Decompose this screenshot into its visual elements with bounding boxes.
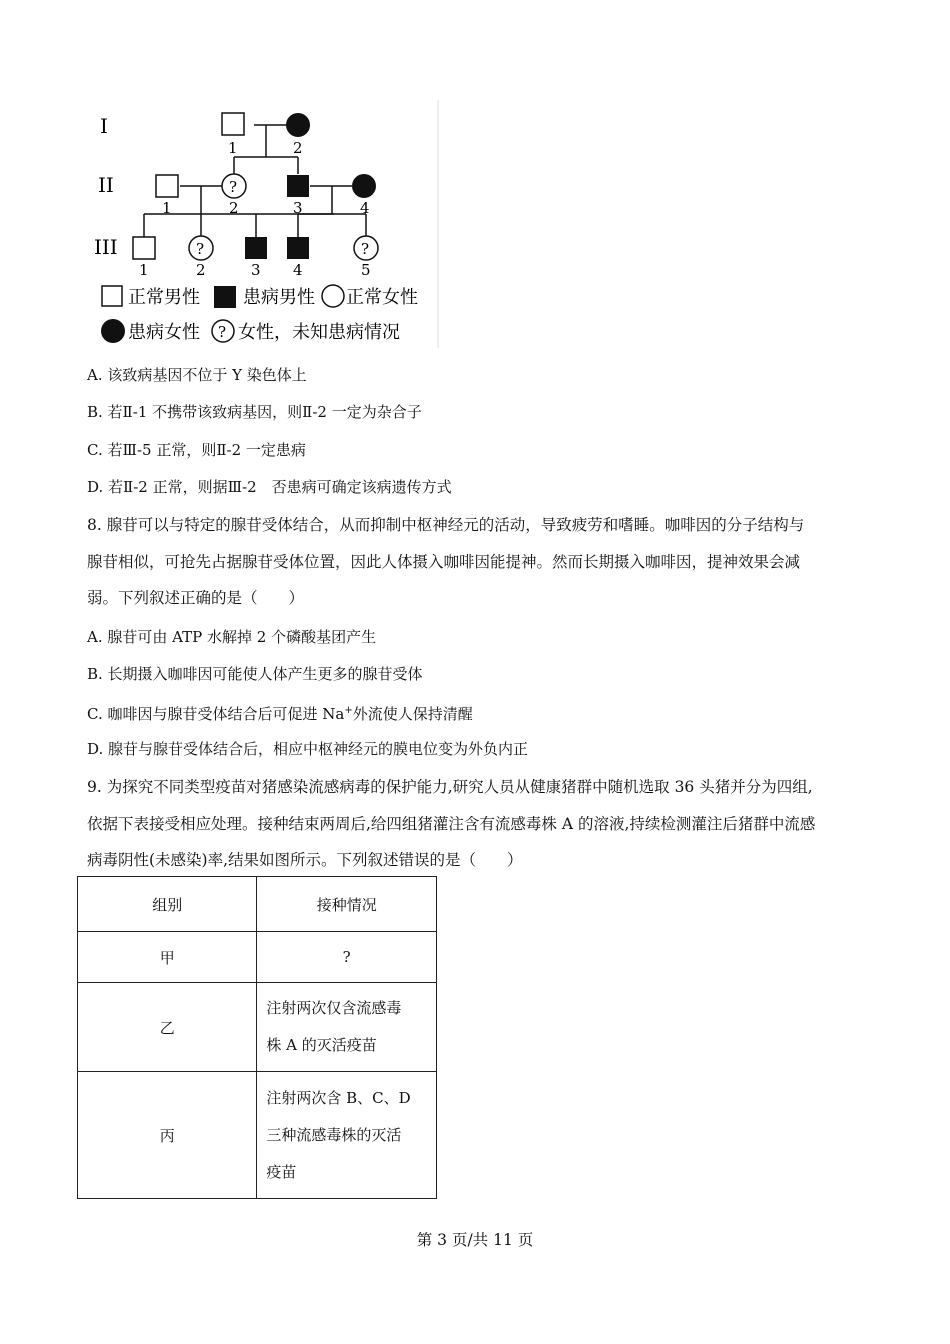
ii4-affected-female [352, 174, 376, 198]
table-cell-group: 甲 [78, 932, 257, 983]
ii3-number: 3 [293, 199, 303, 217]
iii1-normal-male [133, 237, 155, 259]
legend-normal-male-symbol [102, 286, 122, 306]
treatment-line: 注射两次含 B、C、D [266, 1088, 411, 1107]
legend-normal-female-label: 正常女性 [346, 287, 418, 308]
legend-normal-male-label: 正常男性 [128, 287, 200, 308]
table-header-row [78, 877, 437, 932]
ii4-number: 4 [360, 199, 370, 217]
q7-option-b: B. 若Ⅱ-1 不携带该致病基因，则Ⅱ-2 一定为杂合子 [87, 403, 422, 421]
iii2-number: 2 [196, 261, 206, 279]
q8-option-c [87, 701, 473, 724]
i2-affected-female [286, 113, 310, 137]
table-header-group: 组别 [78, 877, 257, 932]
gen-label-2: II [98, 173, 114, 197]
iii2-question-mark: ? [196, 240, 205, 258]
treatment-line: 株 A 的灭活疫苗 [266, 1036, 377, 1054]
i1-number: 1 [228, 139, 238, 157]
pedigree-diagram [86, 100, 446, 350]
treatment-line: 疫苗 [266, 1162, 297, 1181]
iii4-affected-male [287, 237, 309, 259]
table-cell-treatment [257, 983, 437, 1072]
ii2-number: 2 [229, 199, 239, 217]
q9-stem-line: 依据下表接受相应处理。接种结束两周后,给四组猪灌注含有流感毒株 A 的溶液,持续检测灌注后猪群中流感 [87, 814, 816, 833]
legend-affected-male-symbol [214, 286, 236, 308]
iii1-number: 1 [139, 261, 149, 279]
q8-option-a: A. 腺苷可由 ATP 水解掉 2 个磷酸基团产生 [87, 628, 377, 646]
q7-option-c: C. 若Ⅲ-5 正常，则Ⅱ-2 一定患病 [87, 441, 306, 459]
q8-stem-line: 腺苷相似，可抢先占据腺苷受体位置，因此人体摄入咖啡因能提神。然而长期摄入咖啡因，提神效果会减 [87, 552, 801, 571]
group-table [77, 876, 437, 1199]
q8-stem-line: 8. 腺苷可以与特定的腺苷受体结合，从而抑制中枢神经元的活动，导致疲劳和嗜睡。咖啡因的分子结构与 [87, 516, 805, 534]
q8-option-c-sup: + [344, 705, 353, 716]
iii3-number: 3 [251, 261, 261, 279]
gen-label-3: III [94, 235, 118, 259]
table-header-treatment: 接种情况 [257, 877, 437, 932]
q7-option-d: D. 若Ⅱ-2 正常，则据Ⅲ-2 否患病可确定该病遗传方式 [87, 478, 452, 496]
legend-affected-female-label: 患病女性 [128, 322, 200, 343]
ii1-normal-male [156, 175, 178, 197]
q8-option-c-pre: C. 咖啡因与腺苷受体结合后可促进 Na [87, 705, 345, 723]
table-row [78, 1072, 437, 1199]
iii3-affected-male [245, 237, 267, 259]
legend-affected-female-symbol [101, 319, 125, 343]
table-row [78, 983, 437, 1072]
ii1-number: 1 [162, 199, 172, 217]
page-footer: 第 3 页/共 11 页 [416, 1231, 534, 1249]
iii5-number: 5 [361, 261, 371, 279]
q8-option-b: B. 长期摄入咖啡因可能使人体产生更多的腺苷受体 [87, 665, 423, 683]
iii5-question-mark: ? [361, 240, 370, 258]
gen-label-1: I [100, 114, 108, 138]
iii4-number: 4 [293, 261, 303, 279]
legend-unknown-female-label: 女性，未知患病情况 [238, 322, 400, 343]
ii2-question-mark: ? [229, 178, 238, 196]
q8-option-c-post: 外流使人保持清醒 [352, 705, 473, 723]
q9-stem-line: 9. 为探究不同类型疫苗对猪感染流感病毒的保护能力,研究人员从健康猪群中随机选取 36 头猪并分为四组, [87, 778, 813, 796]
legend-unknown-female-q: ? [218, 323, 227, 341]
table-cell-treatment: ? [257, 932, 437, 983]
q9-stem [87, 769, 877, 879]
q9-stem-line: 病毒阴性(未感染)率,结果如图所示。下列叙述错误的是（ ） [87, 851, 523, 869]
q7-option-a: A. 该致病基因不位于 Y 染色体上 [87, 366, 307, 384]
treatment-line: 三种流感毒株的灭活 [266, 1125, 402, 1144]
table-cell-group: 丙 [78, 1072, 257, 1199]
q8-stem [87, 507, 877, 617]
legend-normal-female-symbol [322, 285, 344, 307]
treatment-line: 注射两次仅含流感毒 [266, 999, 402, 1017]
legend-affected-male-label: 患病男性 [243, 287, 315, 308]
q8-stem-line: 弱。下列叙述正确的是（ ） [87, 589, 305, 607]
q8-option-d: D. 腺苷与腺苷受体结合后，相应中枢神经元的膜电位变为外负内正 [87, 740, 529, 758]
table-row [78, 932, 437, 983]
table-cell-group: 乙 [78, 983, 257, 1072]
i1-normal-male [222, 113, 244, 135]
ii3-affected-male [287, 175, 309, 197]
table-cell-treatment [257, 1072, 437, 1199]
i2-number: 2 [293, 139, 303, 157]
